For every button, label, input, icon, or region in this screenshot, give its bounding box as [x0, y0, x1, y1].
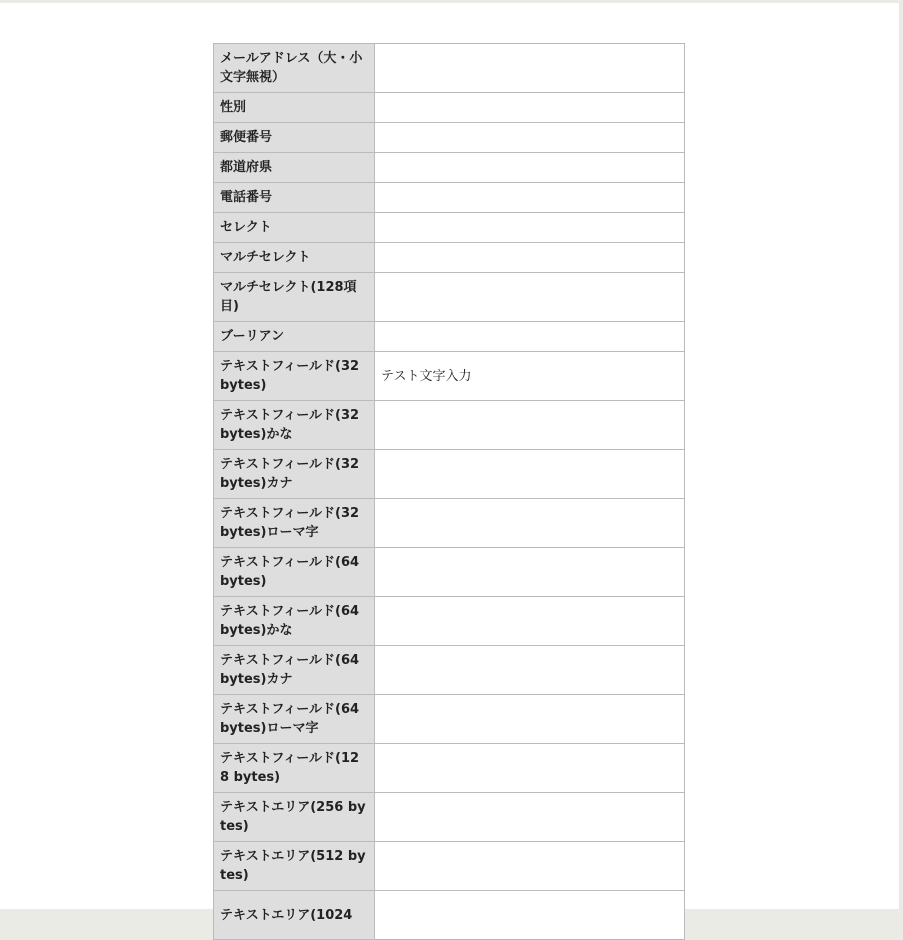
- field-label: テキストフィールド(32 bytes)ローマ字: [214, 499, 375, 548]
- field-value: [375, 123, 685, 153]
- field-value: [375, 548, 685, 597]
- field-label: マルチセレクト: [214, 243, 375, 273]
- field-value: [375, 450, 685, 499]
- field-label: テキストフィールド(64 bytes): [214, 548, 375, 597]
- table-row: [214, 401, 685, 450]
- field-value: [375, 891, 685, 940]
- table-row: [214, 499, 685, 548]
- field-label: テキストエリア(512 bytes): [214, 842, 375, 891]
- table-row: [214, 123, 685, 153]
- table-row: [214, 597, 685, 646]
- field-value: [375, 401, 685, 450]
- table-row: [214, 842, 685, 891]
- field-label: テキストフィールド(32 bytes)かな: [214, 401, 375, 450]
- table-row: [214, 93, 685, 123]
- field-label: テキストフィールド(128 bytes): [214, 744, 375, 793]
- table-row: [214, 744, 685, 793]
- form-field-table: [213, 43, 685, 940]
- field-label: 電話番号: [214, 183, 375, 213]
- table-row: [214, 44, 685, 93]
- table-row: [214, 273, 685, 322]
- table-row: [214, 213, 685, 243]
- field-value: [375, 793, 685, 842]
- field-label: 都道府県: [214, 153, 375, 183]
- field-label: テキストフィールド(32 bytes): [214, 352, 375, 401]
- field-value: [375, 695, 685, 744]
- field-value: [375, 499, 685, 548]
- field-label: テキストフィールド(32 bytes)カナ: [214, 450, 375, 499]
- field-label: テキストフィールド(64 bytes)かな: [214, 597, 375, 646]
- table-row: [214, 153, 685, 183]
- field-label: マルチセレクト(128項目): [214, 273, 375, 322]
- field-value: [375, 646, 685, 695]
- field-value: [375, 153, 685, 183]
- field-label: 郵便番号: [214, 123, 375, 153]
- field-label: テキストエリア(1024: [214, 891, 375, 940]
- table-row: [214, 352, 685, 401]
- field-label: テキストフィールド(64 bytes)ローマ字: [214, 695, 375, 744]
- field-value: [375, 93, 685, 123]
- field-value: [375, 213, 685, 243]
- field-value: [375, 322, 685, 352]
- table-row: [214, 183, 685, 213]
- table-row: [214, 793, 685, 842]
- field-value: [375, 183, 685, 213]
- field-value: [375, 44, 685, 93]
- table-row: [214, 646, 685, 695]
- field-label: テキストエリア(256 bytes): [214, 793, 375, 842]
- table-row: [214, 322, 685, 352]
- table-row: [214, 243, 685, 273]
- field-label: ブーリアン: [214, 322, 375, 352]
- table-row: [214, 891, 685, 940]
- field-value: [375, 243, 685, 273]
- field-label: テキストフィールド(64 bytes)カナ: [214, 646, 375, 695]
- table-row: [214, 695, 685, 744]
- field-value: テスト文字入力: [375, 352, 685, 401]
- field-value: [375, 597, 685, 646]
- field-label: 性別: [214, 93, 375, 123]
- field-value: [375, 273, 685, 322]
- page-content: [0, 3, 899, 923]
- field-label: メールアドレス（大・小文字無視）: [214, 44, 375, 93]
- field-value: [375, 842, 685, 891]
- table-row: [214, 450, 685, 499]
- field-label: セレクト: [214, 213, 375, 243]
- field-value: [375, 744, 685, 793]
- table-row: [214, 548, 685, 597]
